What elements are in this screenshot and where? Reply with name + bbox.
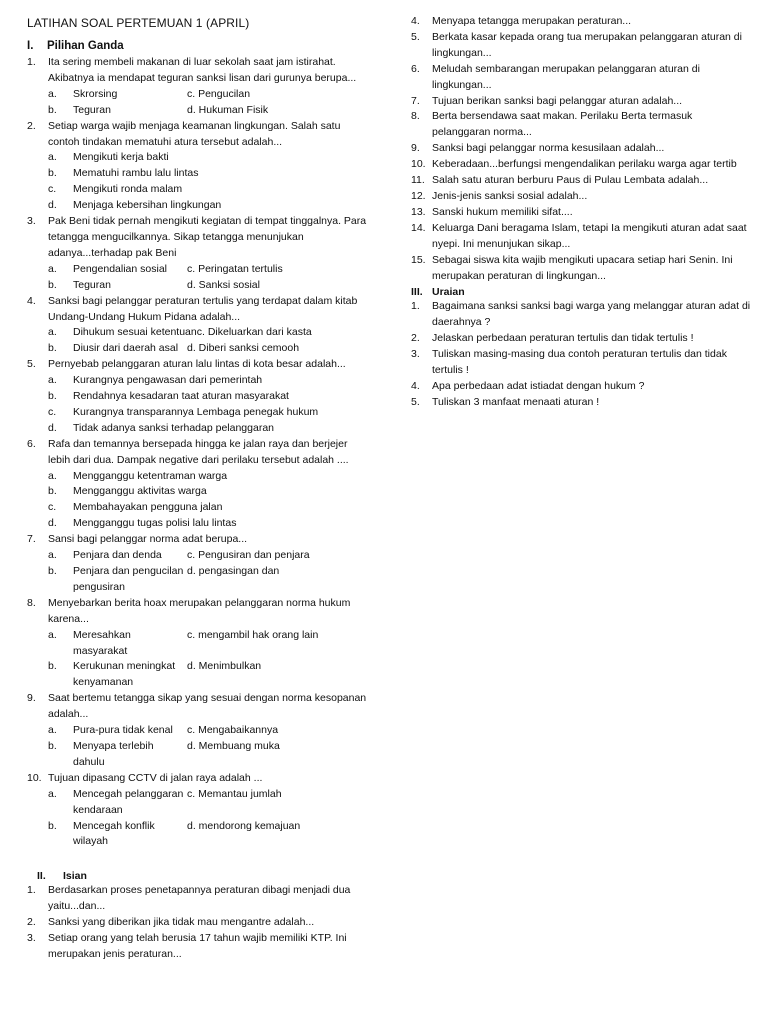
question-text: Apa perbedaan adat istiadat dengan hukum ? (432, 379, 645, 392)
option-text-alt: d. Sanksi sosial (187, 278, 260, 291)
question-number: 4. (27, 294, 36, 307)
question-number: 9. (411, 142, 420, 155)
option-text-alt: d. Membuang muka (187, 739, 280, 752)
question-item (27, 437, 367, 469)
option-text: Tidak adanya sanksi terhadap pelanggaran (73, 421, 275, 434)
question-item (27, 55, 367, 87)
question-text: Sansi bagi pelanggar norma adat berupa... (48, 533, 248, 546)
option-letter: b. (48, 819, 57, 832)
question-text: Sebagai siswa kita wajib mengikuti upacara setiap hari Senin. Ini merupakan peraturan di lingkungan... (432, 253, 733, 282)
essay-list (411, 299, 751, 410)
question-number: 2. (411, 332, 420, 345)
option-text-alt: d. pengasingan dan (187, 565, 280, 577)
section-heading-isian (27, 870, 367, 882)
question-item (411, 62, 751, 94)
question-number: 3. (411, 348, 420, 361)
option-text: Kerukunan meningkat kenyamanan (73, 660, 176, 689)
question-text: Sanksi bagi pelanggar norma kesusilaan adalah... (432, 142, 665, 155)
question-number: 11. (411, 174, 425, 187)
question-text: Pernyebab pelanggaran aturan lalu lintas di kota besar adalah... (48, 358, 346, 371)
question-item (411, 253, 751, 285)
question-item (411, 30, 751, 62)
option-text-alt: c. mengambil hak orang lain (187, 628, 319, 641)
question-text: Salah satu aturan berburu Paus di Pulau Lembata adalah... (432, 174, 709, 187)
question-item (27, 596, 367, 628)
answer-option-row (27, 103, 367, 119)
question-item (411, 331, 751, 347)
option-letter: c. (48, 183, 57, 196)
option-letter: d. (48, 421, 57, 434)
section-title: Pilihan Ganda (47, 40, 124, 52)
question-item (27, 931, 367, 963)
option-text: Kurangnya pengawasan dari pemerintah (73, 374, 263, 387)
answer-option-row (27, 548, 367, 564)
question-number: 1. (411, 300, 420, 313)
option-text-alt: d. mendorong kemajuan (187, 819, 301, 832)
option-letter: b. (48, 342, 57, 355)
option-letter: d. (48, 199, 57, 212)
option-letter: d. (48, 517, 57, 530)
option-letter: a. (48, 374, 57, 387)
question-text: Rafa dan temannya bersepada hingga ke jalan raya dan berjejer lebih dari dua. Dampak negative dari perilaku tersebut adalah .... (48, 437, 349, 466)
answer-option-row (27, 659, 367, 691)
question-text: Sanksi yang diberikan jika tidak mau mengantre adalah... (48, 916, 315, 929)
option-text: Mengganggu tugas polisi lalu lintas (73, 517, 237, 530)
question-item (411, 94, 751, 110)
answer-option-row (27, 341, 367, 357)
option-text-alt: c. Mengabaikannya (187, 724, 279, 737)
option-text: Menjaga kebersihan lingkungan (73, 199, 222, 212)
question-text: Saat bertemu tetangga sikap yang sesuai dengan norma kesopanan adalah... (48, 692, 367, 721)
option-letter: b. (48, 565, 57, 577)
question-number: 3. (27, 932, 36, 945)
question-text: Ita sering membeli makanan di luar sekolah saat jam istirahat. Akibatnya ia mendapat teguran sanksi lisan dari gurunya berupa... (48, 56, 357, 84)
question-item (27, 691, 367, 723)
multiple-choice-list (27, 55, 367, 850)
option-text-alt: c. Memantau jumlah (187, 787, 282, 800)
question-item (411, 221, 751, 253)
option-text-alt: c. Peringatan tertulis (187, 262, 283, 275)
option-text: Teguran (73, 103, 111, 116)
question-number: 7. (27, 533, 36, 546)
option-letter: a. (48, 724, 57, 737)
section-title: Isian (63, 870, 87, 883)
question-number: 8. (27, 596, 36, 609)
answer-option-row (27, 405, 367, 421)
question-text: Meludah sembarangan merupakan pelanggaran aturan di lingkungan... (432, 62, 700, 91)
question-text: Menyapa tetangga merupakan peraturan... (432, 15, 632, 27)
fill-in-list-left (27, 883, 367, 963)
option-text: Mencegah konflik wilayah (73, 819, 155, 848)
option-text: Penjara dan pengucilan pengusiran (73, 565, 184, 593)
question-item (411, 379, 751, 395)
section-spacer (27, 850, 367, 868)
section-heading-uraian (411, 286, 751, 298)
section-number: I. (27, 40, 34, 52)
question-text: Berta bersendawa saat makan. Perilaku Berta termasuk pelanggaran norma... (432, 110, 693, 139)
section-heading-pilihan-ganda (27, 40, 367, 52)
question-number: 3. (27, 215, 36, 228)
question-text: Jelaskan perbedaan peraturan tertulis dan tidak tertulis ! (432, 332, 694, 345)
question-text: Jenis-jenis sanksi sosial adalah... (432, 189, 588, 202)
right-column (411, 14, 751, 411)
option-letter: a. (48, 262, 57, 275)
question-number: 13. (411, 205, 426, 218)
question-number: 2. (27, 916, 36, 929)
question-number: 1. (27, 56, 36, 68)
question-item (27, 214, 367, 262)
question-number: 7. (411, 94, 420, 107)
answer-option-row (27, 564, 367, 596)
answer-option-row (27, 739, 367, 771)
option-text: Dihukum sesuai ketentuanc. Dikeluarkan dari kasta (73, 326, 312, 339)
option-letter: b. (48, 739, 57, 752)
option-text: Mengganggu aktivitas warga (73, 485, 207, 498)
question-number: 6. (27, 437, 36, 450)
question-item (27, 532, 367, 548)
option-letter: b. (48, 278, 57, 291)
question-number: 8. (411, 110, 420, 123)
option-text: Mencegah pelanggaran kendaraan (73, 787, 184, 816)
option-text-alt: d. Hukuman Fisik (187, 103, 269, 116)
option-text-alt: d. Menimbulkan (187, 660, 262, 673)
option-text: Skrorsing (73, 87, 118, 100)
option-letter: b. (48, 660, 57, 673)
option-text: Pura-pura tidak kenal (73, 724, 173, 737)
question-item (27, 883, 367, 915)
question-item (27, 771, 367, 787)
question-item (411, 395, 751, 411)
option-letter: c. (48, 405, 57, 418)
question-text: Sanski hukum memiliki sifat.... (432, 205, 573, 218)
option-text: Mengganggu ketentraman warga (73, 469, 228, 482)
option-text-alt: d. Diberi sanksi cemooh (187, 342, 300, 355)
question-item (411, 157, 751, 173)
question-item (411, 173, 751, 189)
option-text: Penjara dan denda (73, 549, 162, 562)
answer-option-row (27, 484, 367, 500)
section-number: II. (37, 870, 46, 883)
answer-option-row (27, 278, 367, 294)
answer-option-row (27, 421, 367, 437)
question-item (27, 357, 367, 373)
option-letter: a. (48, 151, 57, 164)
option-text: Mengikuti kerja bakti (73, 151, 169, 164)
option-text: Kurangnya transparannya Lembaga penegak hukum (73, 405, 319, 418)
question-text: Setiap warga wajib menjaga keamanan lingkungan. Salah satu contoh tindakan mematuhi atura tersebut adalah... (48, 119, 341, 148)
question-text: Tuliskan 3 manfaat menaati aturan ! (432, 395, 600, 408)
question-item (27, 119, 367, 151)
option-text: Teguran (73, 278, 111, 291)
left-column (27, 14, 367, 963)
option-letter: a. (48, 628, 57, 641)
option-letter: a. (48, 87, 57, 100)
question-number: 5. (411, 395, 420, 408)
question-text: Tuliskan masing-masing dua contoh peraturan tertulis dan tidak tertulis ! (432, 348, 727, 377)
question-number: 5. (411, 30, 420, 43)
question-number: 4. (411, 15, 420, 27)
answer-option-row (27, 723, 367, 739)
question-text: Keluarga Dani beragama Islam, tetapi Ia mengikuti aturan adat saat nyepi. Ini menunjukan sikap... (432, 221, 747, 250)
option-letter: a. (48, 469, 57, 482)
answer-option-row (27, 787, 367, 819)
fill-in-list-right (411, 14, 751, 284)
question-text: Menyebarkan berita hoax merupakan pelanggaran norma hukum karena... (48, 596, 351, 625)
option-letter: a. (48, 787, 57, 800)
question-text: Bagaimana sanksi sanksi bagi warga yang melanggar aturan adat di daerahnya ? (432, 300, 751, 329)
answer-option-row (27, 819, 367, 851)
option-text: Diusir dari daerah asal (73, 342, 179, 355)
option-text: Rendahnya kesadaran taat aturan masyarakat (73, 390, 289, 403)
question-text: Pak Beni tidak pernah mengikuti kegiatan di tempat tinggalnya. Para tetangga mengucilkannya. Sikap tetangga menunjukan adanya...terhadap pak Beni (48, 215, 367, 259)
option-text: Mematuhi rambu lalu lintas (73, 167, 199, 180)
section-number: III. (411, 286, 423, 299)
question-item (411, 347, 751, 379)
answer-option-row (27, 373, 367, 389)
option-letter: b. (48, 103, 57, 116)
answer-option-row (27, 87, 367, 103)
question-number: 10. (411, 158, 426, 171)
question-item (27, 915, 367, 931)
question-text: Keberadaan...berfungsi mengendalikan perilaku warga agar tertib (432, 158, 737, 171)
question-number: 5. (27, 358, 36, 371)
option-letter: b. (48, 485, 57, 498)
question-item (411, 299, 751, 331)
question-item (411, 189, 751, 205)
answer-option-row (27, 182, 367, 198)
option-letter: c. (48, 501, 57, 514)
answer-option-row (27, 469, 367, 485)
option-text-alt: c. Pengucilan (187, 87, 251, 100)
answer-option-row (27, 150, 367, 166)
answer-option-row (27, 628, 367, 660)
question-number: 2. (27, 119, 36, 132)
option-letter: b. (48, 167, 57, 180)
question-text: Tujuan berikan sanksi bagi pelanggar aturan adalah... (432, 94, 683, 107)
question-number: 4. (411, 379, 420, 392)
option-text-alt: c. Pengusiran dan penjara (187, 549, 310, 562)
answer-option-row (27, 325, 367, 341)
question-text: Berkata kasar kepada orang tua merupakan pelanggaran aturan di lingkungan... (432, 30, 742, 59)
question-item (27, 294, 367, 326)
option-text: Mengikuti ronda malam (73, 183, 183, 196)
question-text: Tujuan dipasang CCTV di jalan raya adalah ... (48, 771, 263, 784)
section-title: Uraian (432, 286, 465, 299)
answer-option-row (27, 500, 367, 516)
question-number: 15. (411, 253, 426, 266)
question-number: 14. (411, 221, 426, 234)
document-title: LATIHAN SOAL PERTEMUAN 1 (APRIL) (27, 16, 250, 30)
question-item (411, 109, 751, 141)
answer-option-row (27, 262, 367, 278)
answer-option-row (27, 198, 367, 214)
answer-option-row (27, 166, 367, 182)
question-text: Berdasarkan proses penetapannya peraturan dibagi menjadi dua yaitu...dan... (48, 884, 351, 913)
answer-option-row (27, 389, 367, 405)
question-item (411, 205, 751, 221)
option-letter: b. (48, 390, 57, 403)
question-number: 1. (27, 884, 36, 897)
option-text: Pengendalian sosial (73, 262, 167, 275)
option-text: Menyapa terlebih dahulu (73, 739, 154, 768)
option-text: Membahayakan pengguna jalan (73, 501, 223, 514)
option-letter: a. (48, 326, 57, 339)
question-number: 6. (411, 62, 420, 75)
option-letter: a. (48, 549, 57, 562)
question-number: 12. (411, 189, 426, 202)
question-number: 9. (27, 692, 36, 705)
question-number: 10. (27, 771, 42, 784)
answer-option-row (27, 516, 367, 532)
question-text: Sanksi bagi pelanggar peraturan tertulis yang terdapat dalam kitab Undang-Undang Hukum Pidana adalah... (48, 294, 358, 323)
question-item (411, 14, 751, 30)
question-item (411, 141, 751, 157)
question-text: Setiap orang yang telah berusia 17 tahun wajib memiliki KTP. Ini merupakan jenis peraturan... (48, 932, 347, 960)
option-text: Meresahkan masyarakat (73, 628, 131, 657)
